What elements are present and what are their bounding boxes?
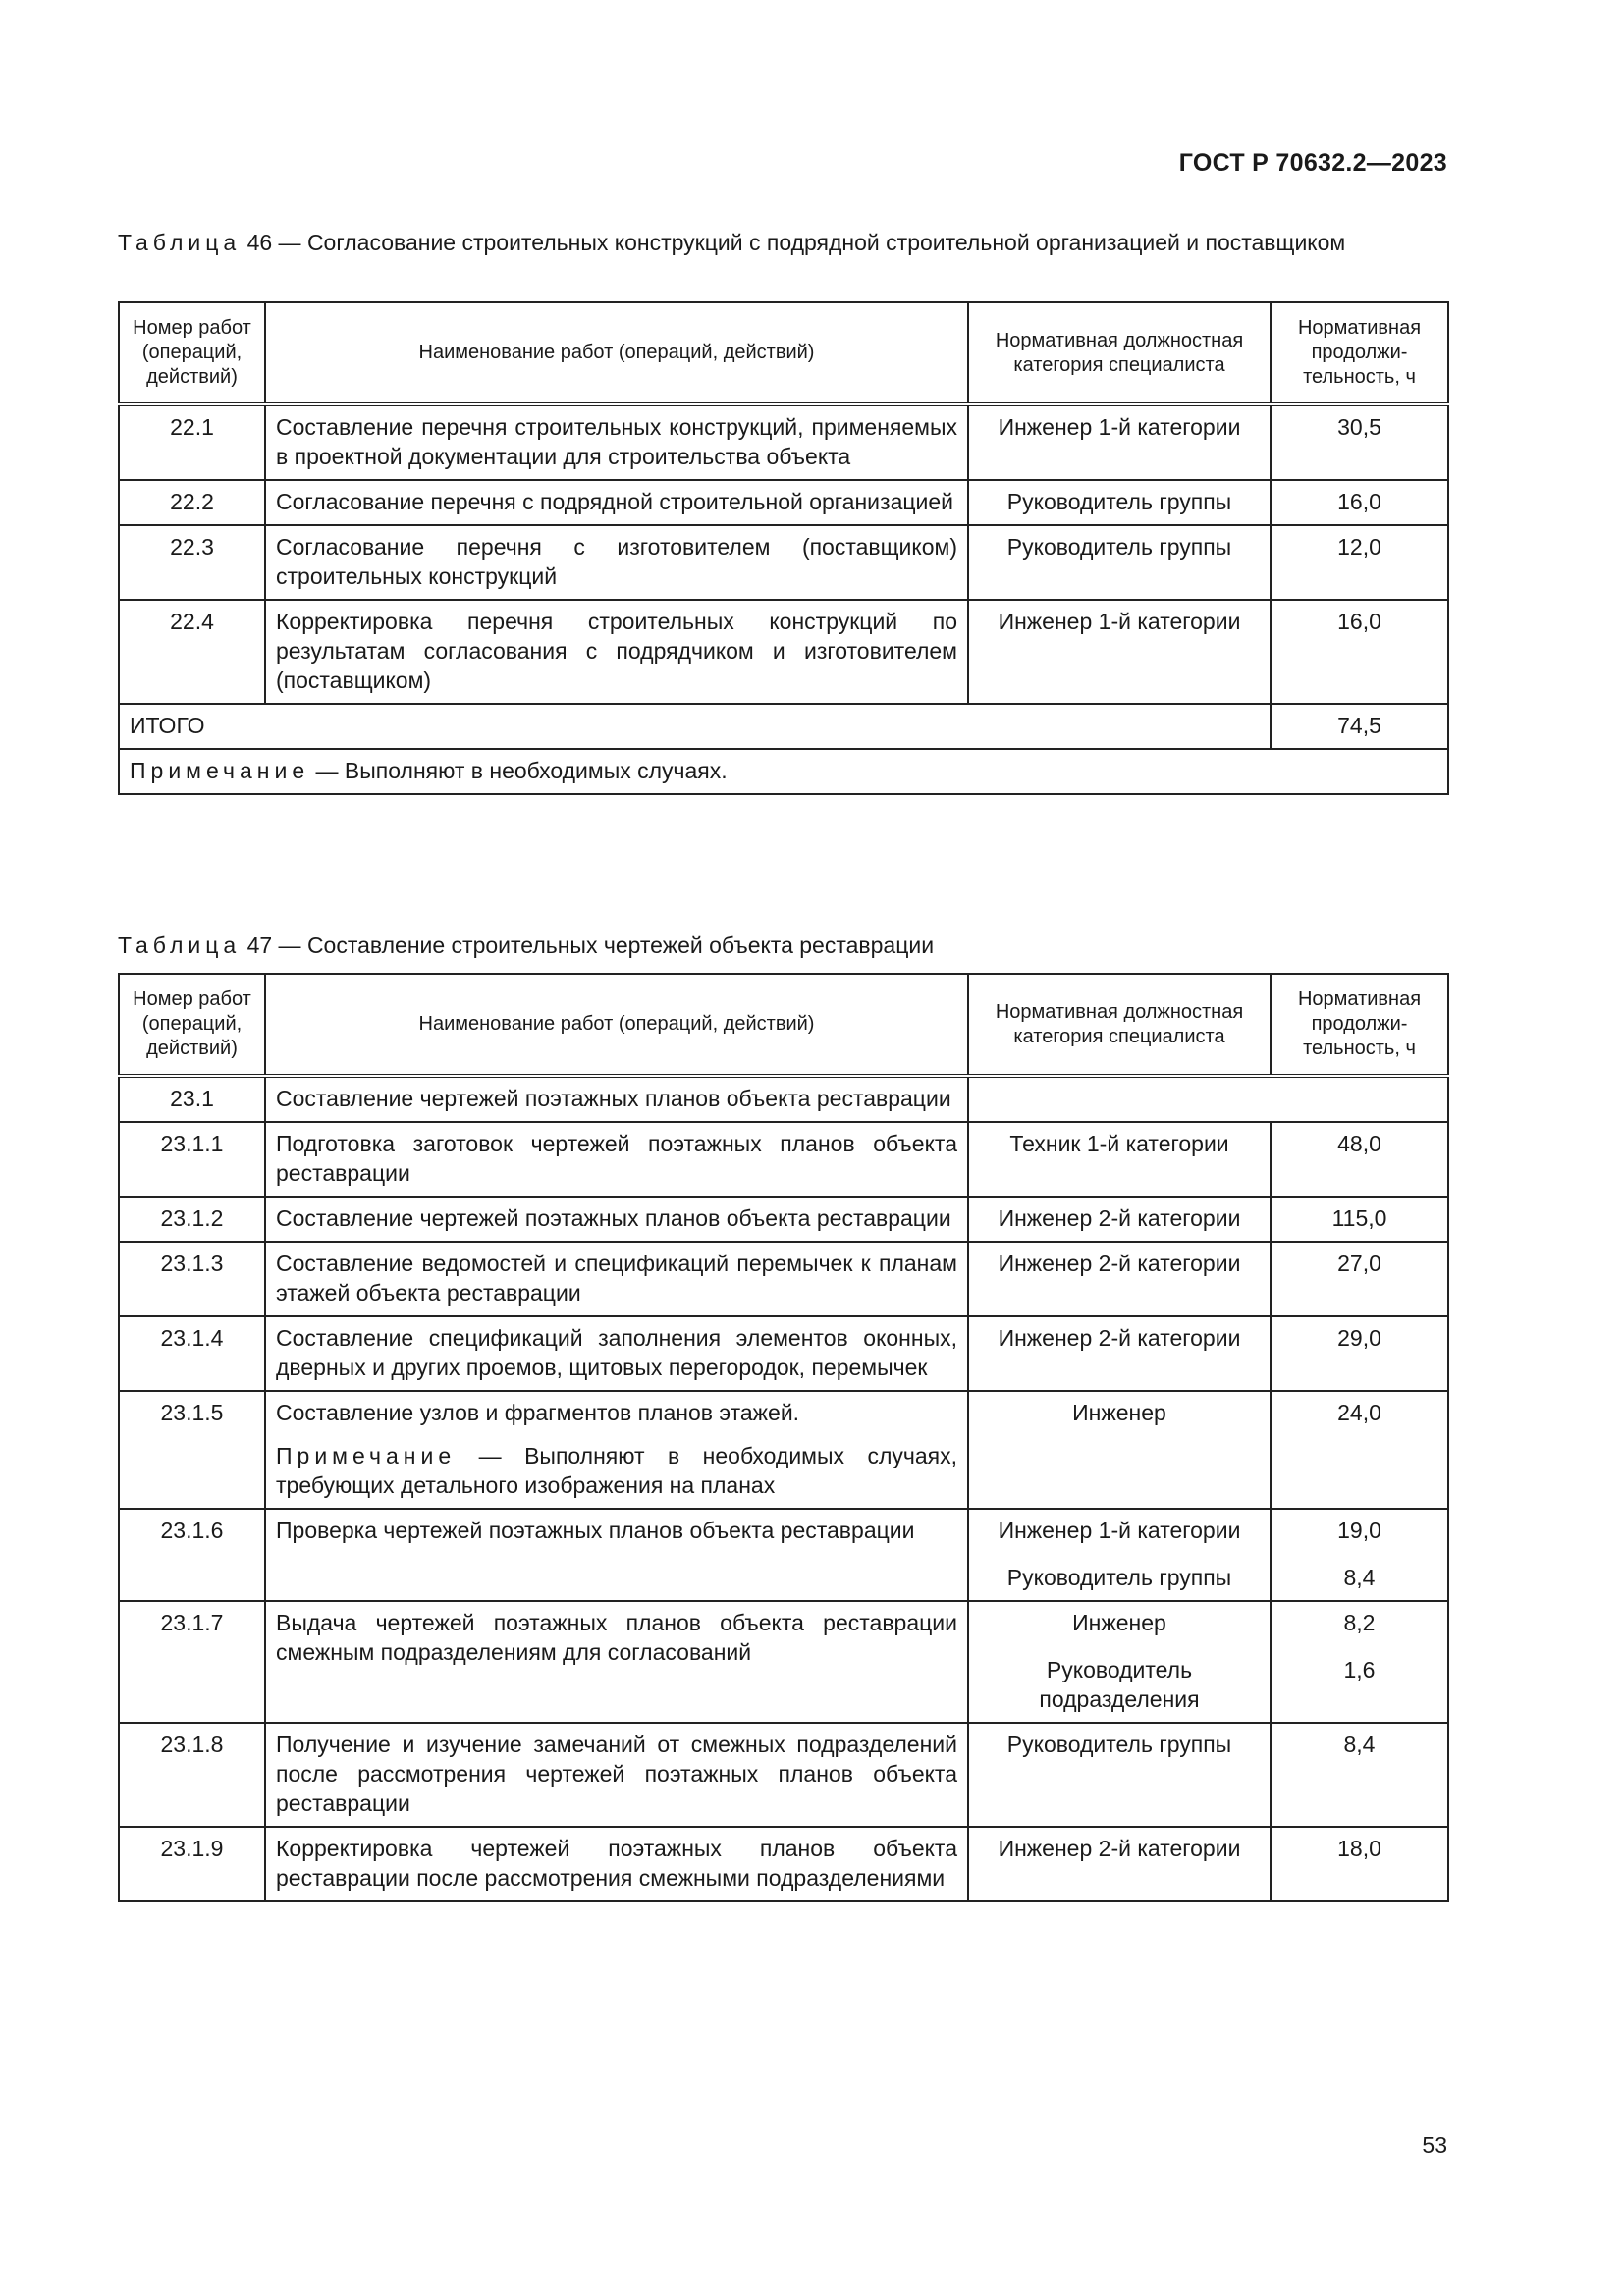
column-header-category: Нормативная должностная категория специалиста [968, 974, 1271, 1076]
work-number: 22.4 [119, 600, 265, 704]
work-duration: 8,2 [1343, 1610, 1376, 1635]
work-duration: 8,4 [1271, 1723, 1448, 1827]
work-number: 23.1.5 [119, 1391, 265, 1509]
table-row [119, 1391, 1448, 1509]
column-header-number: Номер работ (операций, действий) [119, 974, 265, 1076]
total-value: 74,5 [1271, 704, 1448, 749]
work-name: Составление ведомостей и спецификаций перемычек к планам этажей объекта реставрации [265, 1242, 968, 1316]
note-label: Примечание [276, 1443, 457, 1468]
work-name: Корректировка перечня строительных конструкций по результатам согласования с подрядчиком и изготовителем (поставщиком) [265, 600, 968, 704]
specialist-category: Техник 1-й категории [968, 1122, 1271, 1197]
document-code: ГОСТ Р 70632.2—2023 [1178, 149, 1447, 177]
table-46-caption [118, 228, 1443, 258]
column-header-number: Номер работ (операций, действий) [119, 302, 265, 404]
specialist-category: Инженер 2-й категории [968, 1197, 1271, 1242]
work-name [265, 1391, 968, 1509]
table-row-group [119, 1076, 1448, 1122]
specialist-category: Инженер 1-й категории [968, 600, 1271, 704]
specialist-category: Инженер [1072, 1610, 1166, 1635]
inline-note [276, 1441, 957, 1500]
specialist-category: Инженер 2-й категории [968, 1827, 1271, 1901]
table-47-caption-prefix: Таблица [118, 933, 242, 958]
note-label: Примечание [130, 758, 310, 783]
work-duration: 29,0 [1271, 1316, 1448, 1391]
total-row [119, 704, 1448, 749]
work-name: Составление спецификаций заполнения элементов оконных, дверных и других проемов, щитовых перегородок, перемычек [265, 1316, 968, 1391]
specialist-category: Руководитель группы [968, 1723, 1271, 1827]
specialist-category: Руководитель группы [968, 525, 1271, 600]
work-number: 23.1.8 [119, 1723, 265, 1827]
work-name: Составление чертежей поэтажных планов объекта реставрации [265, 1076, 968, 1122]
note-text: — Выполняют в необходимых случаях. [315, 758, 728, 783]
total-label: ИТОГО [119, 704, 1271, 749]
work-duration: 24,0 [1271, 1391, 1448, 1509]
work-duration: 16,0 [1271, 480, 1448, 525]
work-duration: 16,0 [1271, 600, 1448, 704]
table-46 [118, 301, 1449, 795]
table-header-row [119, 302, 1448, 404]
work-duration-list [1271, 1601, 1448, 1723]
table-row [119, 1316, 1448, 1391]
work-number: 22.3 [119, 525, 265, 600]
table-47-caption-text: 47 — Составление строительных чертежей объекта реставрации [246, 933, 935, 958]
work-duration: 12,0 [1271, 525, 1448, 600]
table-row [119, 404, 1448, 480]
note-text: — Выполняют в необходимых случаях, требующих детального изображения на планах [276, 1443, 958, 1498]
table-47-caption [118, 931, 1443, 961]
table-row [119, 1509, 1448, 1601]
specialist-category: Руководитель группы [1006, 1565, 1232, 1590]
table-row [119, 600, 1448, 704]
work-duration: 19,0 [1337, 1518, 1381, 1543]
work-number: 23.1.4 [119, 1316, 265, 1391]
work-number: 22.1 [119, 404, 265, 480]
specialist-category: Инженер 2-й категории [968, 1316, 1271, 1391]
work-number: 22.2 [119, 480, 265, 525]
specialist-category: Инженер 1-й категории [998, 1518, 1241, 1543]
work-name: Подготовка заготовок чертежей поэтажных планов объекта реставрации [265, 1122, 968, 1197]
work-name: Проверка чертежей поэтажных планов объекта реставрации [265, 1509, 968, 1601]
table-row [119, 1827, 1448, 1901]
specialist-category-list [968, 1509, 1271, 1601]
specialist-category: Руководитель подразделения [1039, 1657, 1200, 1712]
specialist-category: Руководитель группы [968, 480, 1271, 525]
work-number: 23.1.1 [119, 1122, 265, 1197]
work-number: 23.1.3 [119, 1242, 265, 1316]
column-header-name: Наименование работ (операций, действий) [265, 302, 968, 404]
table-47 [118, 973, 1449, 1902]
work-name-text: Составление узлов и фрагментов планов этажей. [276, 1400, 800, 1425]
page-number: 53 [1422, 2132, 1447, 2158]
work-name: Корректировка чертежей поэтажных планов объекта реставрации после рассмотрения смежными подразделениями [265, 1827, 968, 1901]
table-note [119, 749, 1448, 794]
work-number: 23.1.7 [119, 1601, 265, 1723]
work-name: Составление чертежей поэтажных планов объекта реставрации [265, 1197, 968, 1242]
work-duration: 8,4 [1343, 1565, 1376, 1590]
work-duration: 115,0 [1271, 1197, 1448, 1242]
table-row [119, 525, 1448, 600]
work-name: Согласование перечня с изготовителем (поставщиком) строительных конструкций [265, 525, 968, 600]
table-row [119, 480, 1448, 525]
work-duration: 1,6 [1343, 1657, 1376, 1682]
table-row [119, 1242, 1448, 1316]
work-duration: 27,0 [1271, 1242, 1448, 1316]
table-row [119, 1122, 1448, 1197]
work-number: 23.1.2 [119, 1197, 265, 1242]
work-duration: 30,5 [1271, 404, 1448, 480]
table-header-row [119, 974, 1448, 1076]
table-row [119, 1723, 1448, 1827]
specialist-category-list [968, 1601, 1271, 1723]
column-header-duration: Нормативная продолжи-тельность, ч [1271, 302, 1448, 404]
specialist-category: Инженер 1-й категории [968, 404, 1271, 480]
table-row [119, 1601, 1448, 1723]
column-header-category: Нормативная должностная категория специалиста [968, 302, 1271, 404]
empty-cell [968, 1076, 1448, 1122]
work-name: Выдача чертежей поэтажных планов объекта реставрации смежным подразделениям для согласований [265, 1601, 968, 1723]
table-row [119, 1197, 1448, 1242]
work-duration: 48,0 [1271, 1122, 1448, 1197]
work-number: 23.1 [119, 1076, 265, 1122]
specialist-category: Инженер [968, 1391, 1271, 1509]
work-duration: 18,0 [1271, 1827, 1448, 1901]
column-header-duration: Нормативная продолжи-тельность, ч [1271, 974, 1448, 1076]
work-number: 23.1.9 [119, 1827, 265, 1901]
table-46-caption-text: 46 — Согласование строительных конструкций с подрядной строительной организацией и поставщиком [246, 230, 1346, 255]
work-number: 23.1.6 [119, 1509, 265, 1601]
column-header-name: Наименование работ (операций, действий) [265, 974, 968, 1076]
work-duration-list [1271, 1509, 1448, 1601]
work-name: Составление перечня строительных конструкций, применяемых в проектной документации для строительства объекта [265, 404, 968, 480]
note-row [119, 749, 1448, 794]
work-name: Получение и изучение замечаний от смежных подразделений после рассмотрения чертежей поэтажных планов объекта реставрации [265, 1723, 968, 1827]
table-46-caption-prefix: Таблица [118, 230, 242, 255]
specialist-category: Инженер 2-й категории [968, 1242, 1271, 1316]
work-name: Согласование перечня с подрядной строительной организацией [265, 480, 968, 525]
